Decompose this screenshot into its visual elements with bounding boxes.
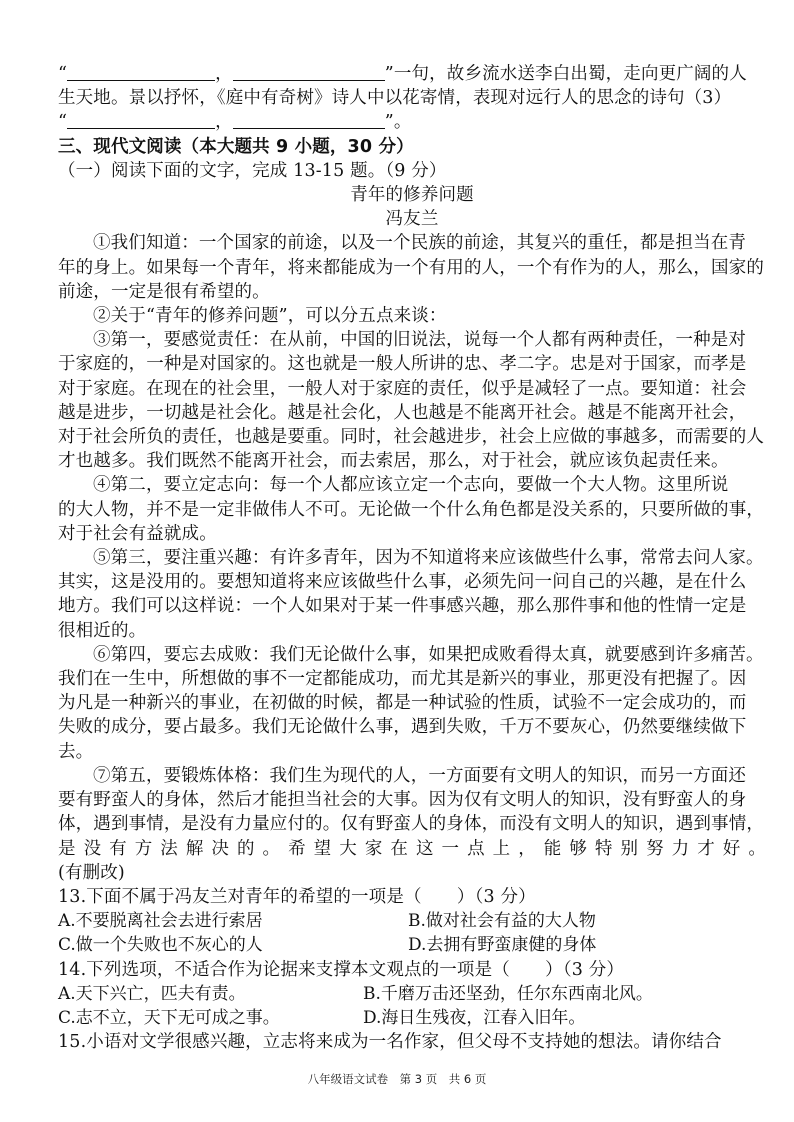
open-quote: “	[58, 112, 68, 133]
article-line: 前途，一定是很有希望的。	[58, 281, 270, 302]
article-line: 越是进步，一切越是社会化。越是社会化，人也越是不能离开社会。越是不能离开社会，	[58, 402, 747, 423]
article-line: 对于家庭。在现在的社会里，一般人对于家庭的责任，似乎是减轻了一点。要知道：社会	[58, 378, 747, 399]
answer-blank-1[interactable]	[67, 63, 215, 81]
poem-line-3-text: ”。	[384, 112, 412, 133]
article-line: ④第二，要立定志向：每一个人都应该立定一个志向，要做一个大人物。这里所说	[93, 475, 729, 496]
comma: ，	[215, 112, 233, 133]
page-footer: 八年级语文试卷 第 3 页 共 6 页	[307, 1072, 487, 1086]
section-sub-heading: （一）阅读下面的文字，完成 13-15 题。（9 分）	[58, 160, 447, 181]
comma: ，	[215, 64, 233, 84]
article-title: 青年的修养问题	[350, 185, 474, 206]
article-line: ⑥第四，要忘去成败：我们无论做什么事，如果把成败看得太真，就要感到许多痛苦。	[93, 644, 764, 665]
article-line: 对于社会有益就成。	[58, 523, 217, 544]
poem-line-2: 生天地。景以抒怀，《庭中有奇树》诗人中以花寄情，表现对远行人的思念的诗句（3）	[58, 88, 732, 109]
article-line: ⑤第三，要注重兴趣：有许多青年，因为不知道将来应该做些什么事，常常去问人家。	[93, 548, 764, 569]
question-13-options-row-1	[58, 909, 766, 933]
article-line: 我们在一生中，所想做的事不一定都能成功，而尤其是新兴的事业，那更没有把握了。因	[58, 669, 747, 690]
article-author: 冯友兰	[385, 209, 439, 230]
article-line: ③第一，要感觉责任：在从前，中国的旧说法，说每一个人都有两种责任，一种是对	[93, 330, 747, 351]
article-line: ⑦第五，要锻炼体格：我们生为现代的人，一方面要有文明人的知识，而另一方面还	[93, 765, 747, 786]
section-heading: 三、现代文阅读（本大题共 9 小题，30 分）	[58, 136, 414, 157]
question-14-options-row-1	[58, 982, 766, 1006]
poem-line-1-text: ”一句，故乡流水送李白出蜀，走向更广阔的人	[384, 64, 747, 84]
question-15-stem: 15.小语对文学很感兴趣，立志将来成为一名作家，但父母不支持她的想法。请你结合	[58, 1032, 722, 1053]
article-line: 失败的成分，要占最多。我们无论做什么事，遇到失败，千万不要灰心，仍然要继续做下	[58, 717, 747, 738]
question-14-stem: 14.下列选项，不适合作为论据来支撑本文观点的一项是（ ）（3 分）	[58, 959, 625, 980]
exam-page	[58, 62, 766, 1054]
open-quote: “	[58, 64, 68, 84]
option-c[interactable]: C.做一个失败也不灰心的人	[58, 935, 263, 956]
article-line: 才也越多。我们既然不能离开社会，而去索居，那么，对于社会，就应该负起责任来。	[58, 451, 729, 472]
article-line: 体，遇到事情，是没有力量应付的。仅有野蛮人的身体，而没有文明人的知识，遇到事情，	[58, 814, 764, 835]
article-line: 很相近的。	[58, 620, 147, 641]
answer-blank-3[interactable]	[67, 111, 215, 129]
option-c[interactable]: C.志不立，天下无可成之事。	[58, 1007, 280, 1028]
option-a[interactable]: A.不要脱离社会去进行索居	[58, 911, 263, 932]
question-14-options-row-2	[58, 1006, 766, 1030]
article-line: 为凡是一种新兴的事业，在初做的时候，都是一种试验的性质，试验不一定会成功的，而	[58, 693, 747, 714]
article-line: 于家庭的，一种是对国家的。这也就是一般人所讲的忠、孝二字。忠是对于国家，而孝是	[58, 354, 747, 375]
option-a[interactable]: A.天下兴亡，匹夫有责。	[58, 983, 246, 1004]
article-line: 去。	[58, 741, 94, 762]
article-line: 要有野蛮人的身体，然后才能担当社会的大事。因为仅有文明人的知识，没有野蛮人的身	[58, 790, 747, 811]
option-b[interactable]: B.千磨万击还坚劲，任尔东西南北风。	[363, 983, 653, 1004]
option-b[interactable]: B.做对社会有益的大人物	[408, 911, 596, 932]
article-line: 年的身上。如果每一个青年，将来都能成为一个有用的人，一个有作为的人，那么，国家的	[58, 257, 764, 278]
answer-blank-2[interactable]	[233, 63, 385, 81]
article-line: 的大人物，并不是一定非做伟人不可。无论做一个什么角色都是没关系的，只要所做的事，	[58, 499, 764, 520]
article-line: 是没有方法解决的。希望大家在这一点上，能够特别努力才好。	[58, 838, 766, 859]
option-d[interactable]: D.海日生残夜，江春入旧年。	[363, 1007, 586, 1028]
option-d[interactable]: D.去拥有野蛮康健的身体	[408, 935, 597, 956]
article-line: 对于社会所负的责任，也越是要重。同时，社会越进步，社会上应做的事越多，而需要的人	[58, 427, 764, 448]
article-line: ②关于“青年的修养问题”，可以分五点来谈：	[93, 306, 447, 327]
answer-blank-4[interactable]	[233, 111, 385, 129]
article-line: ①我们知道：一个国家的前途，以及一个民族的前途，其复兴的重任，都是担当在青	[93, 233, 747, 254]
question-13-options-row-2	[58, 933, 766, 957]
article-line: 地方。我们可以这样说：一个人如果对于某一件事感兴趣，那么那件事和他的性情一定是	[58, 596, 747, 617]
article-line: 其实，这是没用的。要想知道将来应该做些什么事，必须先问一问自己的兴趣，是在什么	[58, 572, 747, 593]
question-13-stem: 13.下面不属于冯友兰对青年的希望的一项是（ ）（3 分）	[58, 886, 536, 907]
poem-line-1	[58, 62, 766, 86]
article-source-note: (有删改)	[58, 862, 125, 883]
poem-line-3	[58, 110, 766, 134]
